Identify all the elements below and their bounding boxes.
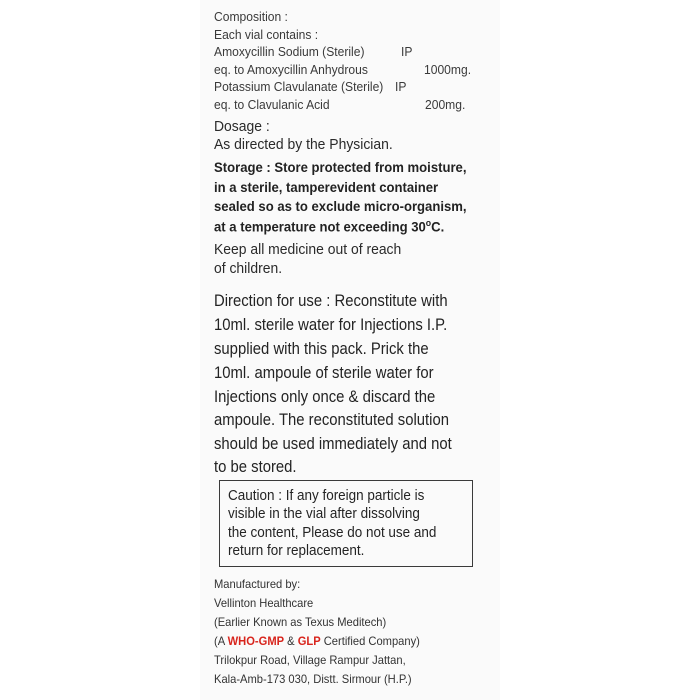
direction-line-5: Injections only once & discard the bbox=[214, 388, 436, 406]
storage-line-1: Storage : Store protected from moisture, bbox=[214, 160, 467, 175]
composition-row-amoxycillin-qty: 1000mg. bbox=[424, 62, 472, 77]
direction-line-1: Direction for use : Reconstitute with bbox=[214, 292, 448, 310]
cert-prefix: (A bbox=[214, 634, 228, 648]
composition-row-amoxycillin-standard: IP bbox=[401, 44, 413, 59]
cert-and: & bbox=[284, 634, 298, 648]
address-line-2: Kala-Amb-173 030, Distt. Sirmour (H.P.) bbox=[214, 672, 412, 686]
cert-suffix: Certified Company) bbox=[320, 634, 420, 648]
composition-heading: Composition : bbox=[214, 9, 288, 24]
manufacturer-earlier-name: (Earlier Known as Texus Meditech) bbox=[214, 615, 387, 629]
composition-row-clavulanate: Potassium Clavulanate (Sterile) bbox=[214, 79, 384, 94]
dosage-text: As directed by the Physician. bbox=[214, 137, 393, 153]
caution-line-3: the content, Please do not use and bbox=[228, 525, 437, 541]
caution-line-1: Caution : If any foreign particle is bbox=[228, 488, 425, 504]
composition-row-clavulanate-standard: IP bbox=[395, 79, 407, 94]
storage-line-2: in a sterile, tamperevident container bbox=[214, 180, 439, 195]
storage-temperature-text: at a temperature not exceeding 30 bbox=[214, 219, 426, 235]
composition-row-amoxycillin-eq: eq. to Amoxycillin Anhydrous bbox=[214, 62, 368, 77]
caution-line-4: return for replacement. bbox=[228, 543, 365, 559]
direction-line-7: should be used immediately and not bbox=[214, 435, 452, 453]
composition-row-amoxycillin: Amoxycillin Sodium (Sterile) bbox=[214, 44, 365, 59]
manufacturer-name: Vellinton Healthcare bbox=[214, 596, 314, 610]
direction-line-4: 10ml. ampoule of sterile water for bbox=[214, 364, 434, 382]
dosage-heading: Dosage : bbox=[214, 119, 270, 135]
storage-temperature-unit: C. bbox=[431, 219, 445, 235]
keep-line-2: of children. bbox=[214, 261, 283, 277]
caution-line-2: visible in the vial after dissolving bbox=[228, 506, 420, 522]
each-vial-text: Each vial contains : bbox=[214, 27, 319, 42]
degree-symbol: o bbox=[425, 218, 432, 228]
who-gmp-text: WHO-GMP bbox=[227, 634, 285, 648]
address-line-1: Trilokpur Road, Village Rampur Jattan, bbox=[214, 653, 406, 667]
direction-line-3: supplied with this pack. Prick the bbox=[214, 340, 429, 358]
glp-text: GLP bbox=[297, 634, 321, 648]
direction-line-6: ampoule. The reconstituted solution bbox=[214, 411, 449, 429]
direction-line-2: 10ml. sterile water for Injections I.P. bbox=[214, 316, 448, 334]
certification-line bbox=[214, 635, 420, 647]
storage-line-3: sealed so as to exclude micro-organism, bbox=[214, 199, 467, 214]
composition-row-clavulanic-qty: 200mg. bbox=[425, 97, 466, 112]
composition-row-clavulanic-eq: eq. to Clavulanic Acid bbox=[214, 97, 330, 112]
direction-line-8: to be stored. bbox=[214, 458, 297, 476]
keep-line-1: Keep all medicine out of reach bbox=[214, 242, 402, 258]
manufactured-by-heading: Manufactured by: bbox=[214, 577, 301, 591]
storage-line-4 bbox=[214, 219, 444, 234]
